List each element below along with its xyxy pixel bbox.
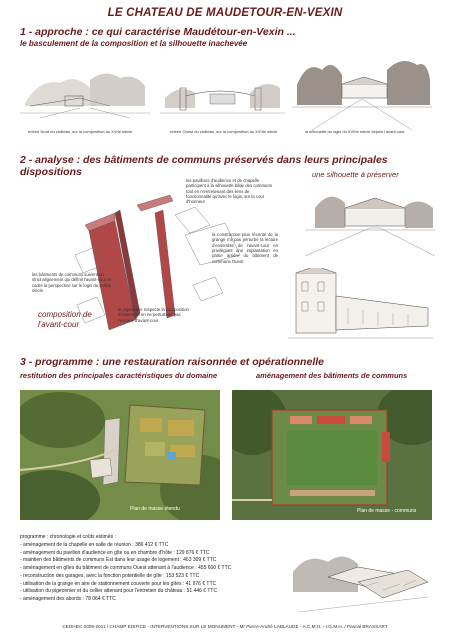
program-item: - reconstruction des garages, avec la fonction potentielle de gîte : 153 523 € TTC (20, 572, 200, 579)
note-grange: la construction plus récente de la grange n'a pas perturbé la lecture d'ensemble de l'avant-cour en privilégiant une implantation en partie arrière du bâtiment de communs Ouest (212, 232, 278, 264)
sketch-north-entrance (20, 58, 150, 128)
section1-subheading: le basculement de la composition et la silhouette inachevée (20, 39, 248, 48)
section3-heading: 3 - programme : une restauration raisonnée et opérationnelle (20, 356, 324, 368)
program-item: - maintien des bâtiments de communs Est dans leur usage de logement : 463 309 € TTC (20, 557, 217, 564)
sketch-restored-ensemble (288, 532, 433, 617)
sketch-logis-silhouette (292, 50, 432, 130)
plan-right-label: Plan de masse - communs (357, 508, 417, 514)
program-item: - utilisation de la grange en aire de stationnement couverte pour les gîtes : 41 976 € TTC (20, 580, 217, 587)
plan-extended-image (20, 390, 220, 520)
caption-logis-silhouette: la silhouette du logis du XVIIIe siècle depuis l'avant-cour (305, 129, 405, 134)
note-communs: les bâtiments de communs suivent un strict alignement qui définit l'avant-cour et cadre la perspective sur le logis du XVIIIe siècle (32, 272, 112, 294)
sketch-west-entrance (160, 58, 285, 128)
sketch-communs-perspective (288, 268, 433, 348)
sketch-silhouette-preserve (285, 178, 435, 258)
program-list (20, 534, 280, 604)
avant-cour-label: composition de l'avant-cour (38, 310, 92, 329)
section3-sub-left: restitution des principales caractéristiques du domaine (20, 371, 218, 380)
section1-heading: 1 - approche : ce qui caractérise Maudétour-en-Vexin ... (20, 26, 296, 38)
program-item: - aménagement en gîtes du bâtiment de communs Ouest attenant à l'audience : 455 600 € TTC (20, 565, 232, 571)
silhouette-label: une silhouette à préserver (312, 170, 399, 179)
note-pavilions: les pavillons d'audience et de chapelle participent à la silhouette bâtie des communs tout en n'entretenant des liens de fonctionnalité qu'avec le logis, sur la cour d'honneur (186, 178, 272, 205)
caption-west-entrance: entrée Ouest du château, sur la composition du XVIIIe siècle (170, 129, 278, 134)
caption-north-entrance: entrée Nord du château, sur la composition du XVIIe siècle (28, 129, 133, 134)
plan-communs-image (232, 390, 432, 520)
note-pigeonnier: le pigeonnier respecte la composition d'ensemble en ne perturbant pas l'espace d'avant-cour (118, 307, 189, 323)
program-item: - aménagement des abords : 78 064 € TTC (20, 596, 116, 602)
section2-heading: 2 - analyse : des bâtiments de communs préservés dans leurs principales dispositions (20, 154, 388, 178)
program-title: programme ; chronologie et coûts estimés : (20, 534, 116, 540)
plan-left-label: Plan de masse étendu (130, 506, 180, 512)
program-item: - aménagement du pavillon d'audience en gîte ou en chambre d'hôte : 129 876 € TTC (20, 549, 210, 556)
program-item: - utilisation du pigeonnier et du cellier attenant pour l'entretien du château : 51 446 € TTC (20, 588, 218, 595)
page-title: LE CHATEAU DE MAUDETOUR-EN-VEXIN (107, 7, 343, 19)
section3-sub-right: aménagement des bâtiments de communs (256, 371, 408, 380)
footer: CEDHEC 2009-2011 / CHAMP EDIFICE - INTERVENTIONS SUR LE MONUMENT - Mr Pierre-André LABLAUDE - A.C.M.H. - I.G.M.H. / Pascal BRASSART (62, 624, 388, 629)
program-item: - aménagement de la chapelle en salle de réunion : 386 412 € TTC (20, 541, 169, 548)
